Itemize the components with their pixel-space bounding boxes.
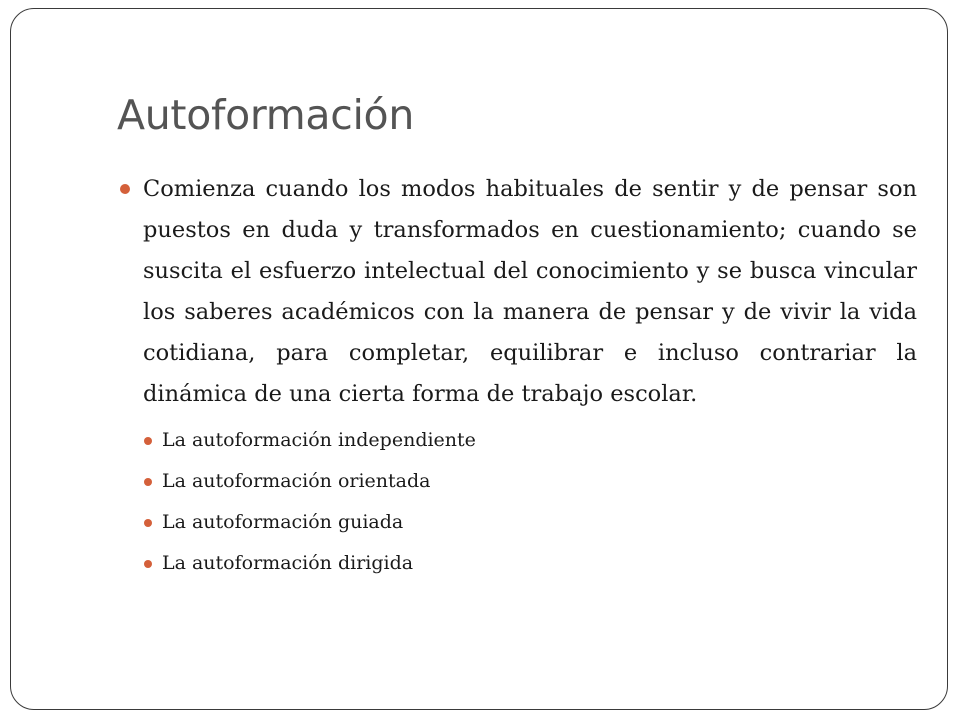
main-bullet-item bbox=[117, 169, 917, 415]
slide-frame bbox=[10, 8, 948, 710]
sub-bullet-item bbox=[143, 468, 917, 494]
sub-bullet-text: La autoformación orientada bbox=[162, 470, 431, 492]
bullet-dot-icon bbox=[144, 437, 152, 445]
sub-bullet-text: La autoformación dirigida bbox=[162, 552, 414, 574]
sub-bullet-list bbox=[117, 427, 917, 576]
bullet-dot-icon bbox=[144, 478, 152, 486]
sub-bullet-item bbox=[143, 427, 917, 453]
bullet-dot-icon bbox=[144, 560, 152, 568]
sub-bullet-text: La autoformación independiente bbox=[162, 429, 476, 451]
sub-bullet-item bbox=[143, 509, 917, 535]
sub-bullet-text: La autoformación guiada bbox=[162, 511, 404, 533]
main-bullet-text: Comienza cuando los modos habituales de sentir y de pensar son puestos en duda y transformados en cuestionamiento; cuando se suscita el esfuerzo intelectual del conocimiento y se busca vincular los saberes académicos con la manera de pensar y de vivir la vida cotidiana, para completar, equilibrar e incluso contrariar la dinámica de una cierta forma de trabajo escolar. bbox=[143, 176, 917, 407]
slide-body bbox=[117, 169, 917, 591]
bullet-dot-icon bbox=[120, 184, 130, 194]
slide-title: Autoformación bbox=[117, 91, 415, 139]
sub-bullet-item bbox=[143, 550, 917, 576]
bullet-dot-icon bbox=[144, 519, 152, 527]
